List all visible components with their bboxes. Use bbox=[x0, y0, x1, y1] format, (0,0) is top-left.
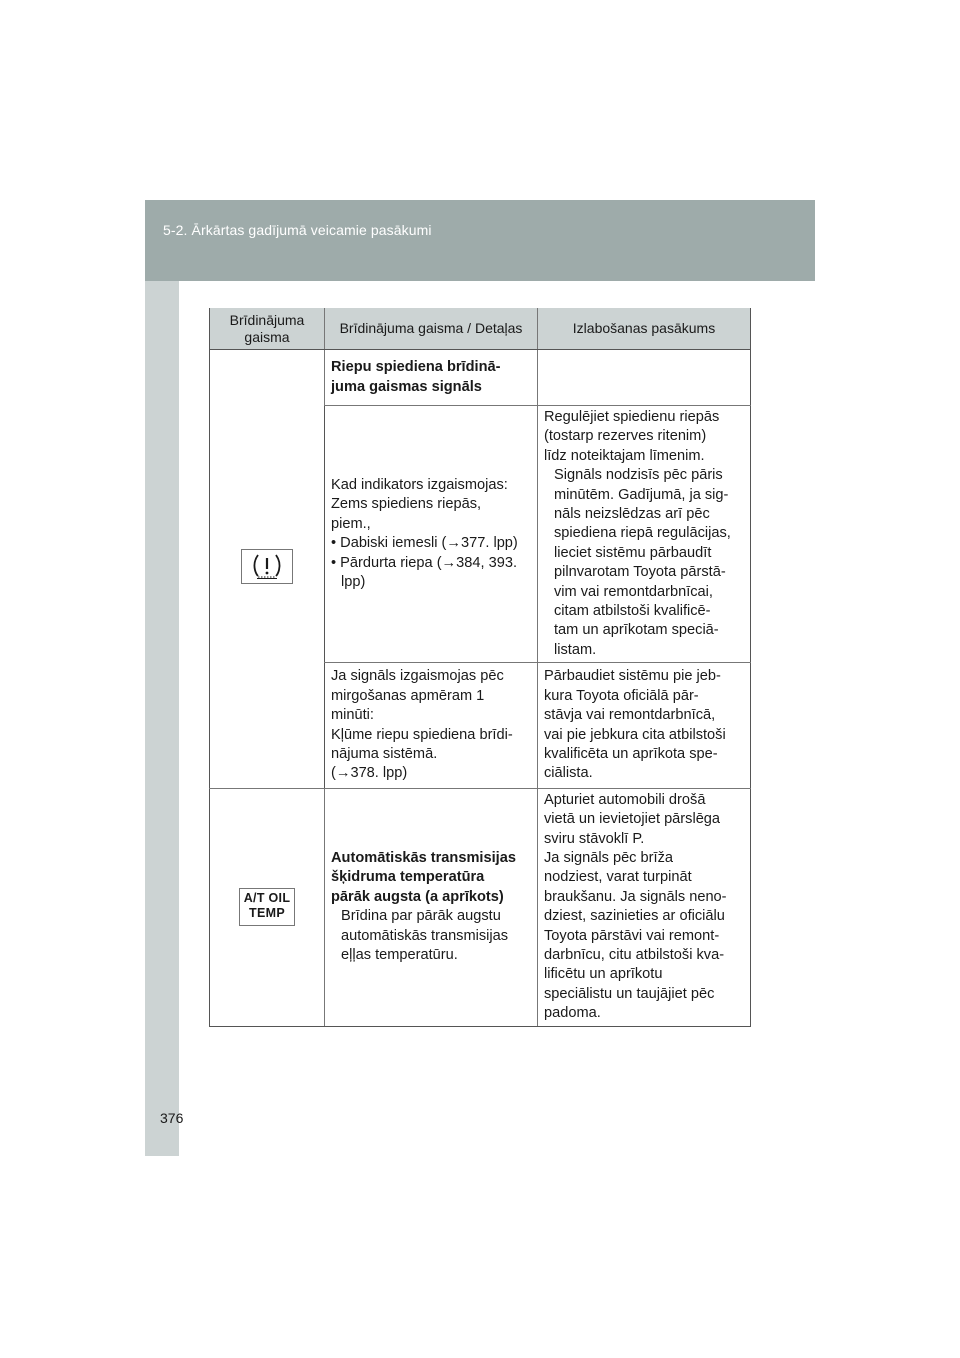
tpms-title-empty-cell bbox=[538, 350, 751, 406]
column-header-details: Brīdinājuma gaisma / Detaļas bbox=[325, 308, 538, 350]
section-title: 5-2. Ārkārtas gadījumā veicamie pasākumi bbox=[163, 222, 432, 238]
table-header-row bbox=[210, 308, 751, 350]
warning-light-table bbox=[209, 308, 751, 1027]
tpms-icon-cell bbox=[210, 350, 325, 789]
table-row bbox=[210, 788, 751, 1026]
at-oil-details-cell: Automātiskās transmisijas šķidruma temperatūra pārāk augsta (a aprīkots) Brīdina par pārāk augstu automātiskās transmisijas eļļas temperatūru. bbox=[325, 788, 538, 1026]
tpms-action-cell-2: Pārbaudiet sistēmu pie jeb- kura Toyota oficiālā pār- stāvja vai remontdarbnīcā, vai pie jebkura cita atbilstoši kvalificēta un aprīkota spe- ciālista. bbox=[538, 663, 751, 788]
tpms-title-cell: Riepu spiediena brīdinā- juma gaismas signāls bbox=[325, 350, 538, 406]
tpms-details-cell-2: Ja signāls izgaismojas pēc mirgošanas apmēram 1 minūti: Kļūme riepu spiediena brīdi- nājuma sistēmā. (→378. lpp) bbox=[325, 663, 538, 788]
at-oil-action-cell: Apturiet automobili drošā vietā un ievietojiet pārslēga sviru stāvoklī P. Ja signāls pēc brīža nodziest, varat turpināt braukšanu. Ja signāls neno- dziest, sazinieties ar oficiālu Toyota pārstāvi vai remont- darbnīcu, citu atbilstoši kva- lificētu un aprīkotu speciālistu un taujājiet pēc padoma. bbox=[538, 788, 751, 1026]
table-row bbox=[210, 350, 751, 406]
column-header-light: Brīdinājuma gaisma bbox=[210, 308, 325, 350]
at-oil-icon-cell bbox=[210, 788, 325, 1026]
side-margin-bar bbox=[145, 200, 179, 1156]
tpms-action-cell-1: Regulējiet spiedienu riepās (tostarp rezerves ritenim) līdz noteiktajam līmenim. Signāls nodzisīs pēc pāris minūtēm. Gadījumā, ja sig- nāls neizslēdzas arī pēc spiediena riepā regulācijas, lieciet sistēmu pārbaudīt pilnvarotam Toyota pārstā- vim vai remontdarbnīcai, citam atbilstoši kvalificē- tam un aprīkotam speciā- listam. bbox=[538, 406, 751, 663]
section-header-band bbox=[145, 200, 815, 281]
at-oil-temp-warning-icon: A/T OIL TEMP bbox=[239, 888, 295, 926]
tire-pressure-warning-icon bbox=[241, 549, 293, 584]
page-number: 376 bbox=[160, 1110, 184, 1126]
column-header-action: Izlabošanas pasākums bbox=[538, 308, 751, 350]
tpms-details-cell-1: Kad indikators izgaismojas: Zems spiediens riepās, piem., • Dabiski iemesli (→377. lpp) • Pārdurta riepa (→384, 393. lpp) bbox=[325, 406, 538, 663]
